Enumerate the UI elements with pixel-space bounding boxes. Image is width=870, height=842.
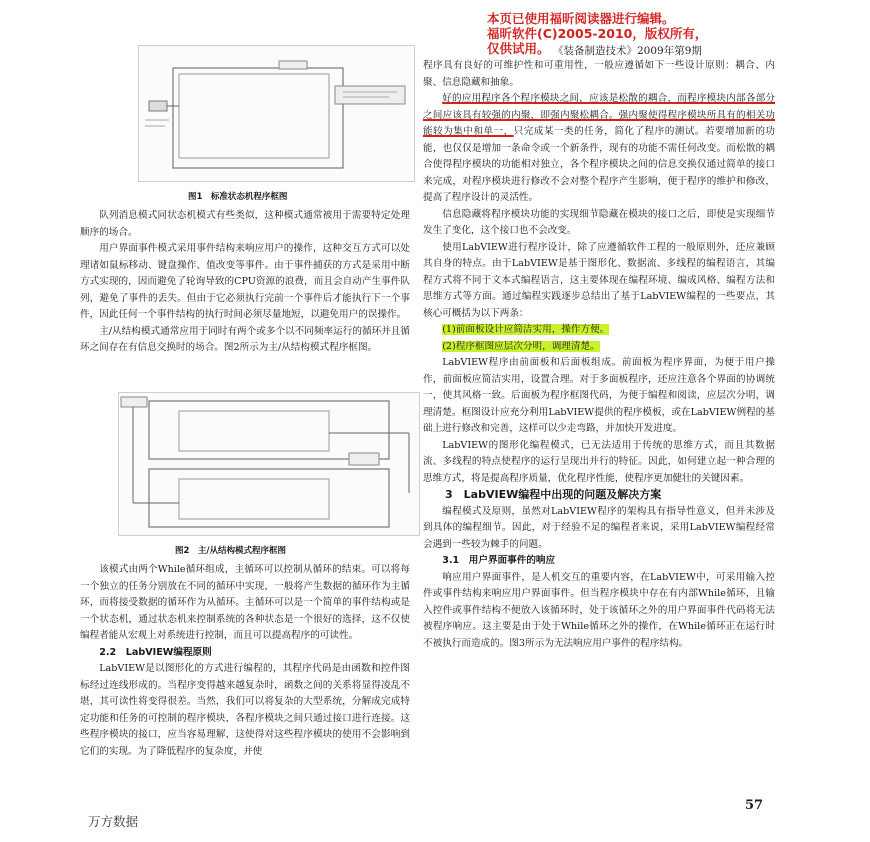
left-column-upper — [80, 208, 410, 357]
paragraph: 程序具有良好的可维护性和可重用性，一般应遵循如下一些设计原则：耦合、内聚、信息隐藏和抽象。 — [423, 60, 775, 88]
section-heading-3: 3 LabVIEW编程中出现的问题及解决方案 — [445, 488, 662, 501]
paragraph: LabVIEW的图形化编程模式，已无法适用于传统的思维方式，而且其数据流、多线程的特点使程序的运行呈现出并行的特征。因此，如何建立起一种合理的思维方式，将是提高程序质量，优化程序性能，使程序更加健壮的关键因素。 — [423, 439, 775, 484]
highlighted-text: (1)前面板设计应简洁实用，操作方便。 — [442, 324, 610, 335]
figure-2-svg — [119, 393, 419, 535]
underlined-text: 好的应用程序各个程序模块之间，应该是松散的耦合，而程序模块内部各部分之间应该具有较强的内聚，即强内聚松耦合。强内聚使得程序模块所具有的相关功能较为集中和单一， — [423, 93, 775, 137]
watermark-line-2: 福昕软件(C)2005-2010，版权所有， — [487, 26, 708, 41]
paragraph: LabVIEW程序由前面板和后面板组成。前面板为程序界面，为便于用户操作，前面板应简洁实用，设置合理。对于多面板程序，还应注意各个界面的协调统一，使其风格一致。后面板为程序框图代码，为便于编程和阅读，应层次分明，调理清楚。框图设计应充分利用LabVIEW提供的程序模板，或在LabVIEW例程的基础上进行修改和完善，这样可以少走弯路，并加快开发进度。 — [423, 357, 775, 434]
paragraph: 用户界面事件模式采用事件结构来响应用户的操作，这种交互方式可以处理诸如鼠标移动、键盘操作、值改变等事件。由于事件捕获的方式是采用中断方式实现的，因而避免了轮询导致的CPU资源的浪费，而且会自动产生事件队列，避免了事件的丢失。但由于它必须执行完前一个事件后才能执行下一个事件，因此任何一个事件结构的执行时间必须尽量地短，以避免用户的误操作。 — [80, 243, 410, 320]
journal-header: 《装备制造技术》2009年第9期 — [553, 45, 702, 57]
page-number: 57 — [745, 798, 764, 813]
right-column — [423, 58, 775, 652]
figure-2-caption: 图2 主/从结构模式程序框图 — [175, 546, 287, 556]
list-item — [423, 339, 775, 356]
paragraph: 编程模式及原则，虽然对LabVIEW程序的架构具有指导性意义，但并未涉及到具体的编程细节。因此，对于经验不足的编程者来说，采用LabVIEW编程经常会遇到一些较为棘手的问题。 — [423, 505, 775, 550]
paragraph: 主/从结构模式通常应用于同时有两个或多个以不同频率运行的循环并且循环之间存在有信息交换时的场合。图2所示为主/从结构模式程序框图。 — [80, 325, 410, 353]
paragraph: 该模式由两个While循环组成，主循环可以控制从循环的结束。可以将每一个独立的任务分别放在不同的循环中实现，一般将产生数据的循环作为主循环，而将接受数据的循环作为从循环。主循环可以是一个简单的事件结构或是一个状态机，通过状态机来控制系统的各种状态是一个很好的选择，这不仅使编程者能从宏观上对系统进行控制，而且可以提高程序的可读性。 — [80, 564, 410, 641]
paragraph: 响应用户界面事件，是人机交互的重要内容，在LabVIEW中，可采用输入控件或事件结构来响应用户界面事件。但当程序模块中存在有内部While循环，且输入控件或事件结构不便放入该循环时，处于该循环之外的用户界面事件代码将无法被程序响应。这主要是由于处于While循环之外的操作，在While循环正在运行时不被执行而造成的。图3所示为无法响应用户事件的程序结构。 — [423, 571, 775, 649]
paragraph: 信息隐藏将程序模块功能的实现细节隐藏在模块的接口之后，即使是实现细节发生了变化，这个接口也不会改变。 — [423, 208, 775, 236]
paragraph: 使用LabVIEW进行程序设计，除了应遵循软件工程的一般原则外，还应兼顾其自身的特点。由于LabVIEW是基于图形化、数据流、多线程的编程语言，其编程方式将不同于文本式编程语言，这主要体现在编程环境、编成风格、编程方法和思维方式等方面。通过编程实践逐步总结出了基于LabVIEW编程的一些要点，其核心可概括为以下两条： — [423, 241, 775, 319]
figure-1-caption: 图1 标准状态机程序框图 — [188, 192, 288, 202]
watermark-line-1: 本页已使用福昕阅读器进行编辑。 — [487, 11, 675, 26]
paragraph: 队列消息模式同状态机模式有些类似，这种模式通常被用于需要特定处理顺序的场合。 — [80, 210, 410, 238]
figure-2-diagram — [118, 392, 420, 536]
list-item — [423, 322, 775, 339]
footer-source: 万方数据 — [88, 814, 139, 829]
section-heading-2-2: 2.2 LabVIEW编程原则 — [99, 646, 212, 658]
highlighted-text: (2)程序框图应层次分明，调理清楚。 — [442, 340, 600, 352]
left-column-lower — [80, 562, 410, 760]
figure-1-svg — [139, 46, 414, 181]
section-heading-3-1: 3.1 用户界面事件的响应 — [442, 555, 556, 566]
paragraph: LabVIEW是以图形化的方式进行编程的，其程序代码是由函数和控件图标经过连线形成的。当程序变得越来越复杂时，函数之间的关系将显得凌乱不堪，其可读性将变得很差。当然，我们可以将复杂的大型系统，分解成完成特定功能和任务的可控制的程序模块，各程序模块之间只通过接口进行连接。这些程序模块的接口，应当容易理解，这使得对这些程序模块的使用不会影响到它们的实现。为了降低程序的复杂度，并使 — [80, 663, 410, 757]
paragraph-continuation: 只完成某一类的任务，简化了程序的测试。若要增加新的功能，也仅仅是增加一条命令或一个新条件，现有的功能不需任何改变。而松散的耦合使得程序模块的功能相对独立，各个程序模块之间的信息交换仅通过简单的接口来完成，对程序模块进行修改不会对整个程序产生影响，便于程序的维护和修改，提高了程序设计的灵活性。 — [423, 126, 776, 203]
watermark-line-3: 仅供试用。 — [487, 41, 550, 56]
figure-1-diagram — [138, 45, 415, 182]
paragraph — [423, 91, 775, 207]
